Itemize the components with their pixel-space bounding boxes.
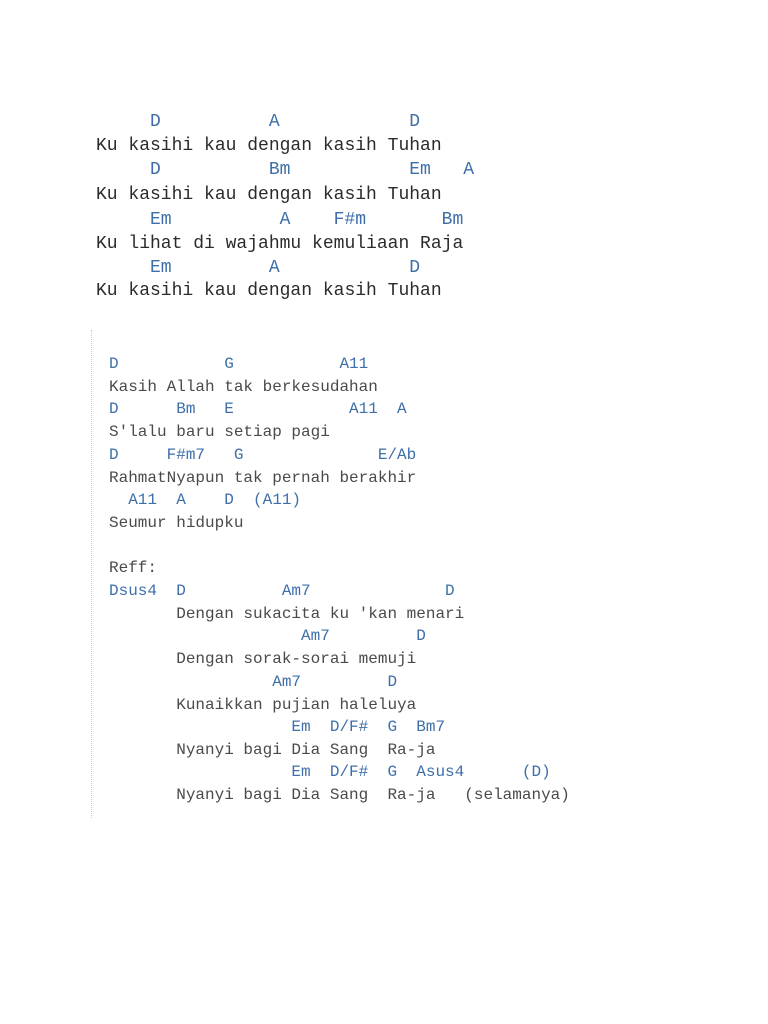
chord-line: Em D/F# G Asus4 (D) xyxy=(109,763,551,781)
chord-line: Am7 D xyxy=(109,673,398,691)
lyric-line: S'lalu baru setiap pagi xyxy=(109,423,330,441)
lyric-line: Kasih Allah tak berkesudahan xyxy=(109,378,378,396)
chorus-label: Reff: xyxy=(109,559,158,577)
chord-line: Am7 D xyxy=(109,627,426,645)
lyric-line: Nyanyi bagi Dia Sang Ra-ja (selamanya) xyxy=(109,786,570,804)
lyric-line: RahmatNyapun tak pernah berakhir xyxy=(109,469,417,487)
chord-line: A11 A D (A11) xyxy=(109,491,302,509)
lyric-line: Ku kasihi kau dengan kasih Tuhan xyxy=(96,185,442,205)
lyric-line: Kunaikkan pujian haleluya xyxy=(109,696,417,714)
lyric-line: Dengan sorak-sorai memuji xyxy=(109,650,417,668)
lyric-line: Ku lihat di wajahmu kemuliaan Raja xyxy=(96,234,464,254)
section-divider xyxy=(91,330,92,818)
chord-line: Em D/F# G Bm7 xyxy=(109,718,446,736)
lyric-line: Ku kasihi kau dengan kasih Tuhan xyxy=(96,281,442,301)
chord-line: Dsus4 D Am7 D xyxy=(109,582,455,600)
lyric-line: Ku kasihi kau dengan kasih Tuhan xyxy=(96,136,442,156)
lyric-line: Dengan sukacita ku 'kan menari xyxy=(109,605,465,623)
chord-line: D A D xyxy=(96,112,421,132)
lyric-line: Seumur hidupku xyxy=(109,514,244,532)
lyric-line: Nyanyi bagi Dia Sang Ra-ja xyxy=(109,741,436,759)
chord-line: D G A11 xyxy=(109,355,369,373)
chord-line: Em A F#m Bm xyxy=(96,210,464,230)
chord-line: D F#m7 G E/Ab xyxy=(109,446,417,464)
chord-line: Em A D xyxy=(96,258,421,278)
chord-line: D Bm Em A xyxy=(96,160,475,180)
chord-line: D Bm E A11 A xyxy=(109,400,407,418)
